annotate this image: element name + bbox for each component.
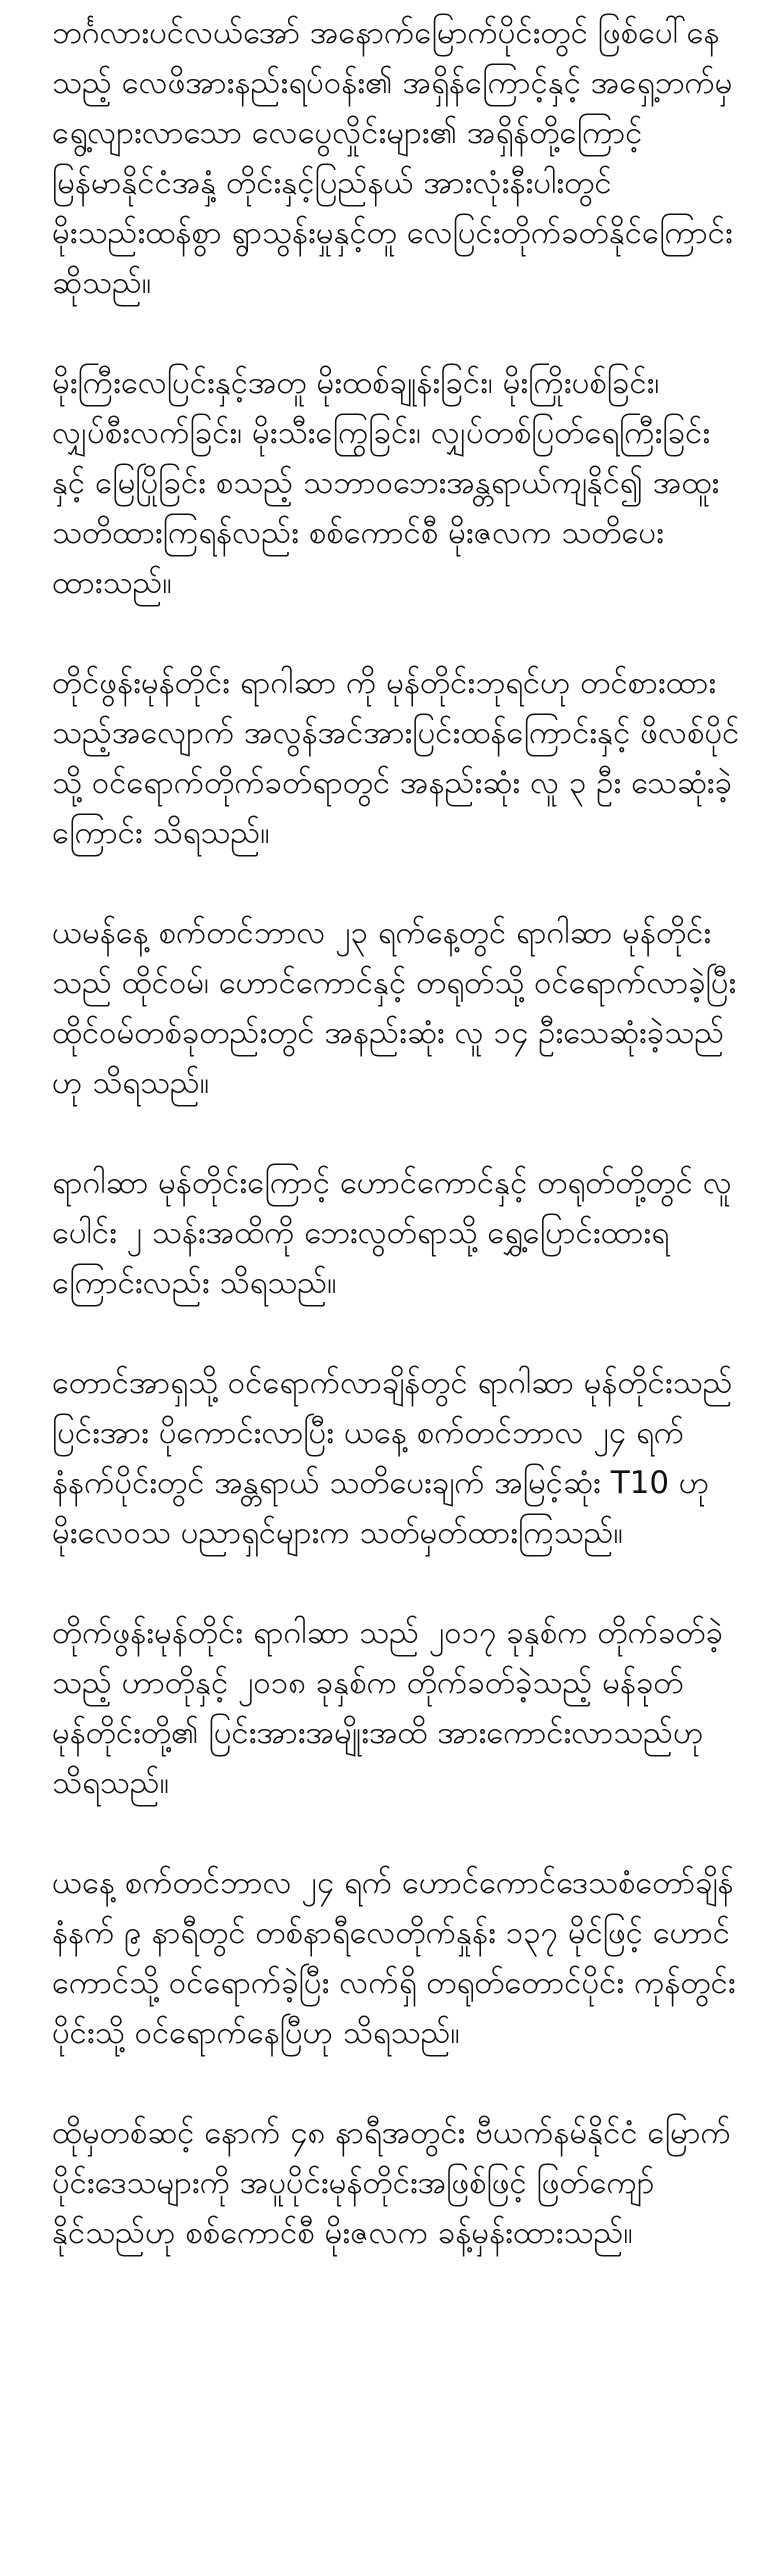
paragraph: ထိုမှတစ်ဆင့် နောက် ၄၈ နာရီအတွင်း ဗီယက်နမ်နိုင်ငံ မြောက်ပိုင်းဒေသများကို အပူပိုင်းမုန်တိုင်းအဖြစ်ဖြင့် ဖြတ်ကျော်နိုင်သည်ဟု စစ်ကောင်စီ မိုးဇလက ခန့်မှန်းထားသည်။ [52, 2115, 731, 2251]
paragraph: တိုင်ဖွန်းမုန်တိုင်း ရာဂါဆာ ကို မုန်တိုင်းဘုရင်ဟု တင်စားထားသည့်အလျောက် အလွန်အင်အားပြင်းထန်ကြောင်းနှင့် ဖိလစ်ပိုင်သို့ ဝင်ရောက်တိုက်ခတ်ရာတွင် အနည်းဆုံး လူ ၃ ဦး သေဆုံးခဲ့ကြောင်း သိရသည်။ [52, 665, 740, 851]
paragraph: ယမန်နေ့ စက်တင်ဘာလ ၂၃ ရက်နေ့တွင် ရာဂါဆာ မုန်တိုင်းသည် ထိုင်ဝမ်၊ ဟောင်ကောင်နှင့် တရုတ်သို့ ဝင်ရောက်လာခဲ့ပြီး ထိုင်ဝမ်တစ်ခုတည်းတွင် အနည်းဆုံး လူ ၁၄ ဦးသေဆုံးခဲ့သည်ဟု သိရသည်။ [52, 915, 737, 1101]
paragraph: ယနေ့ စက်တင်ဘာလ ၂၄ ရက် ဟောင်ကောင်ဒေသစံတော်ချိန် နံနက် ၉ နာရီတွင် တစ်နာရီလေတိုက်နှုန်း ၁၃၇ မိုင်ဖြင့် ဟောင်ကောင်သို့ ဝင်ရောက်ခဲ့ပြီး လက်ရှိ တရုတ်တောင်ပိုင်း ကုန်တွင်းပိုင်းသို့ ဝင်ရောက်နေပြီဟု သိရသည်။ [52, 1865, 736, 2051]
paragraph: ရာဂါဆာ မုန်တိုင်းကြောင့် ဟောင်ကောင်နှင့် တရုတ်တို့တွင် လူပေါင်း ၂ သန်းအထိကို ဘေးလွတ်ရာသို့ ရွှေ့ပြောင်းထားရကြောင်းလည်း သိရသည်။ [52, 1165, 732, 1301]
paragraph: ဘင်္ဂလားပင်လယ်အော် အနောက်မြောက်ပိုင်းတွင် ဖြစ်ပေါ်နေသည့် လေဖိအားနည်းရပ်ဝန်း၏ အရှိန်ကြောင့်နှင့် အရှေ့ဘက်မှ ရွေ့လျားလာသော လေပွေလှိုင်းများ၏ အရှိန်တို့ကြောင့် မြန်မာနိုင်ငံအနှံ့ တိုင်းနှင့်ပြည်နယ် အားလုံးနီးပါးတွင် မိုးသည်းထန်စွာ ရွာသွန်းမှုနှင့်တူ လေပြင်းတိုက်ခတ်နိုင်ကြောင်း ဆိုသည်။ [52, 15, 733, 301]
paragraph: တိုက်ဖွန်းမုန်တိုင်း ရာဂါဆာ သည် ၂၀၁၇ ခုနှစ်က တိုက်ခတ်ခဲ့သည့် ဟာတိုနှင့် ၂၀၁၈ ခုနှစ်က တိုက်ခတ်ခဲ့သည့် မန်ခုတ်မုန်တိုင်းတို့၏ ပြင်းအားအမျိုးအထိ အားကောင်းလာသည်ဟု သိရသည်။ [52, 1615, 724, 1801]
paragraph: တောင်အာရှသို့ ဝင်ရောက်လာချိန်တွင် ရာဂါဆာ မုန်တိုင်းသည် ပြင်းအား ပိုကောင်းလာပြီး ယနေ့ စက်တင်ဘာလ ၂၄ ရက် နံနက်ပိုင်းတွင် အန္တရာယ် သတိပေးချက် အမြင့်ဆုံး T10 ဟု မိုးလေဝသ ပညာရှင်များက သတ်မှတ်ထားကြသည်။ [52, 1365, 733, 1551]
paragraph: မိုးကြီးလေပြင်းနှင့်အတူ မိုးထစ်ချုန်းခြင်း၊ မိုးကြိုးပစ်ခြင်း၊ လျှပ်စီးလက်ခြင်း၊ မိုးသီးကြွေခြင်း၊ လျှပ်တစ်ပြတ်ရေကြီးခြင်းနှင့် မြေပြိုခြင်း စသည့် သဘာဝဘေးအန္တရာယ်ကျနိုင်၍ အထူးသတိထားကြရန်လည်း စစ်ကောင်စီ မိုးဇလက သတိပေးထားသည်။ [52, 365, 720, 601]
article-body [52, 8, 742, 2308]
